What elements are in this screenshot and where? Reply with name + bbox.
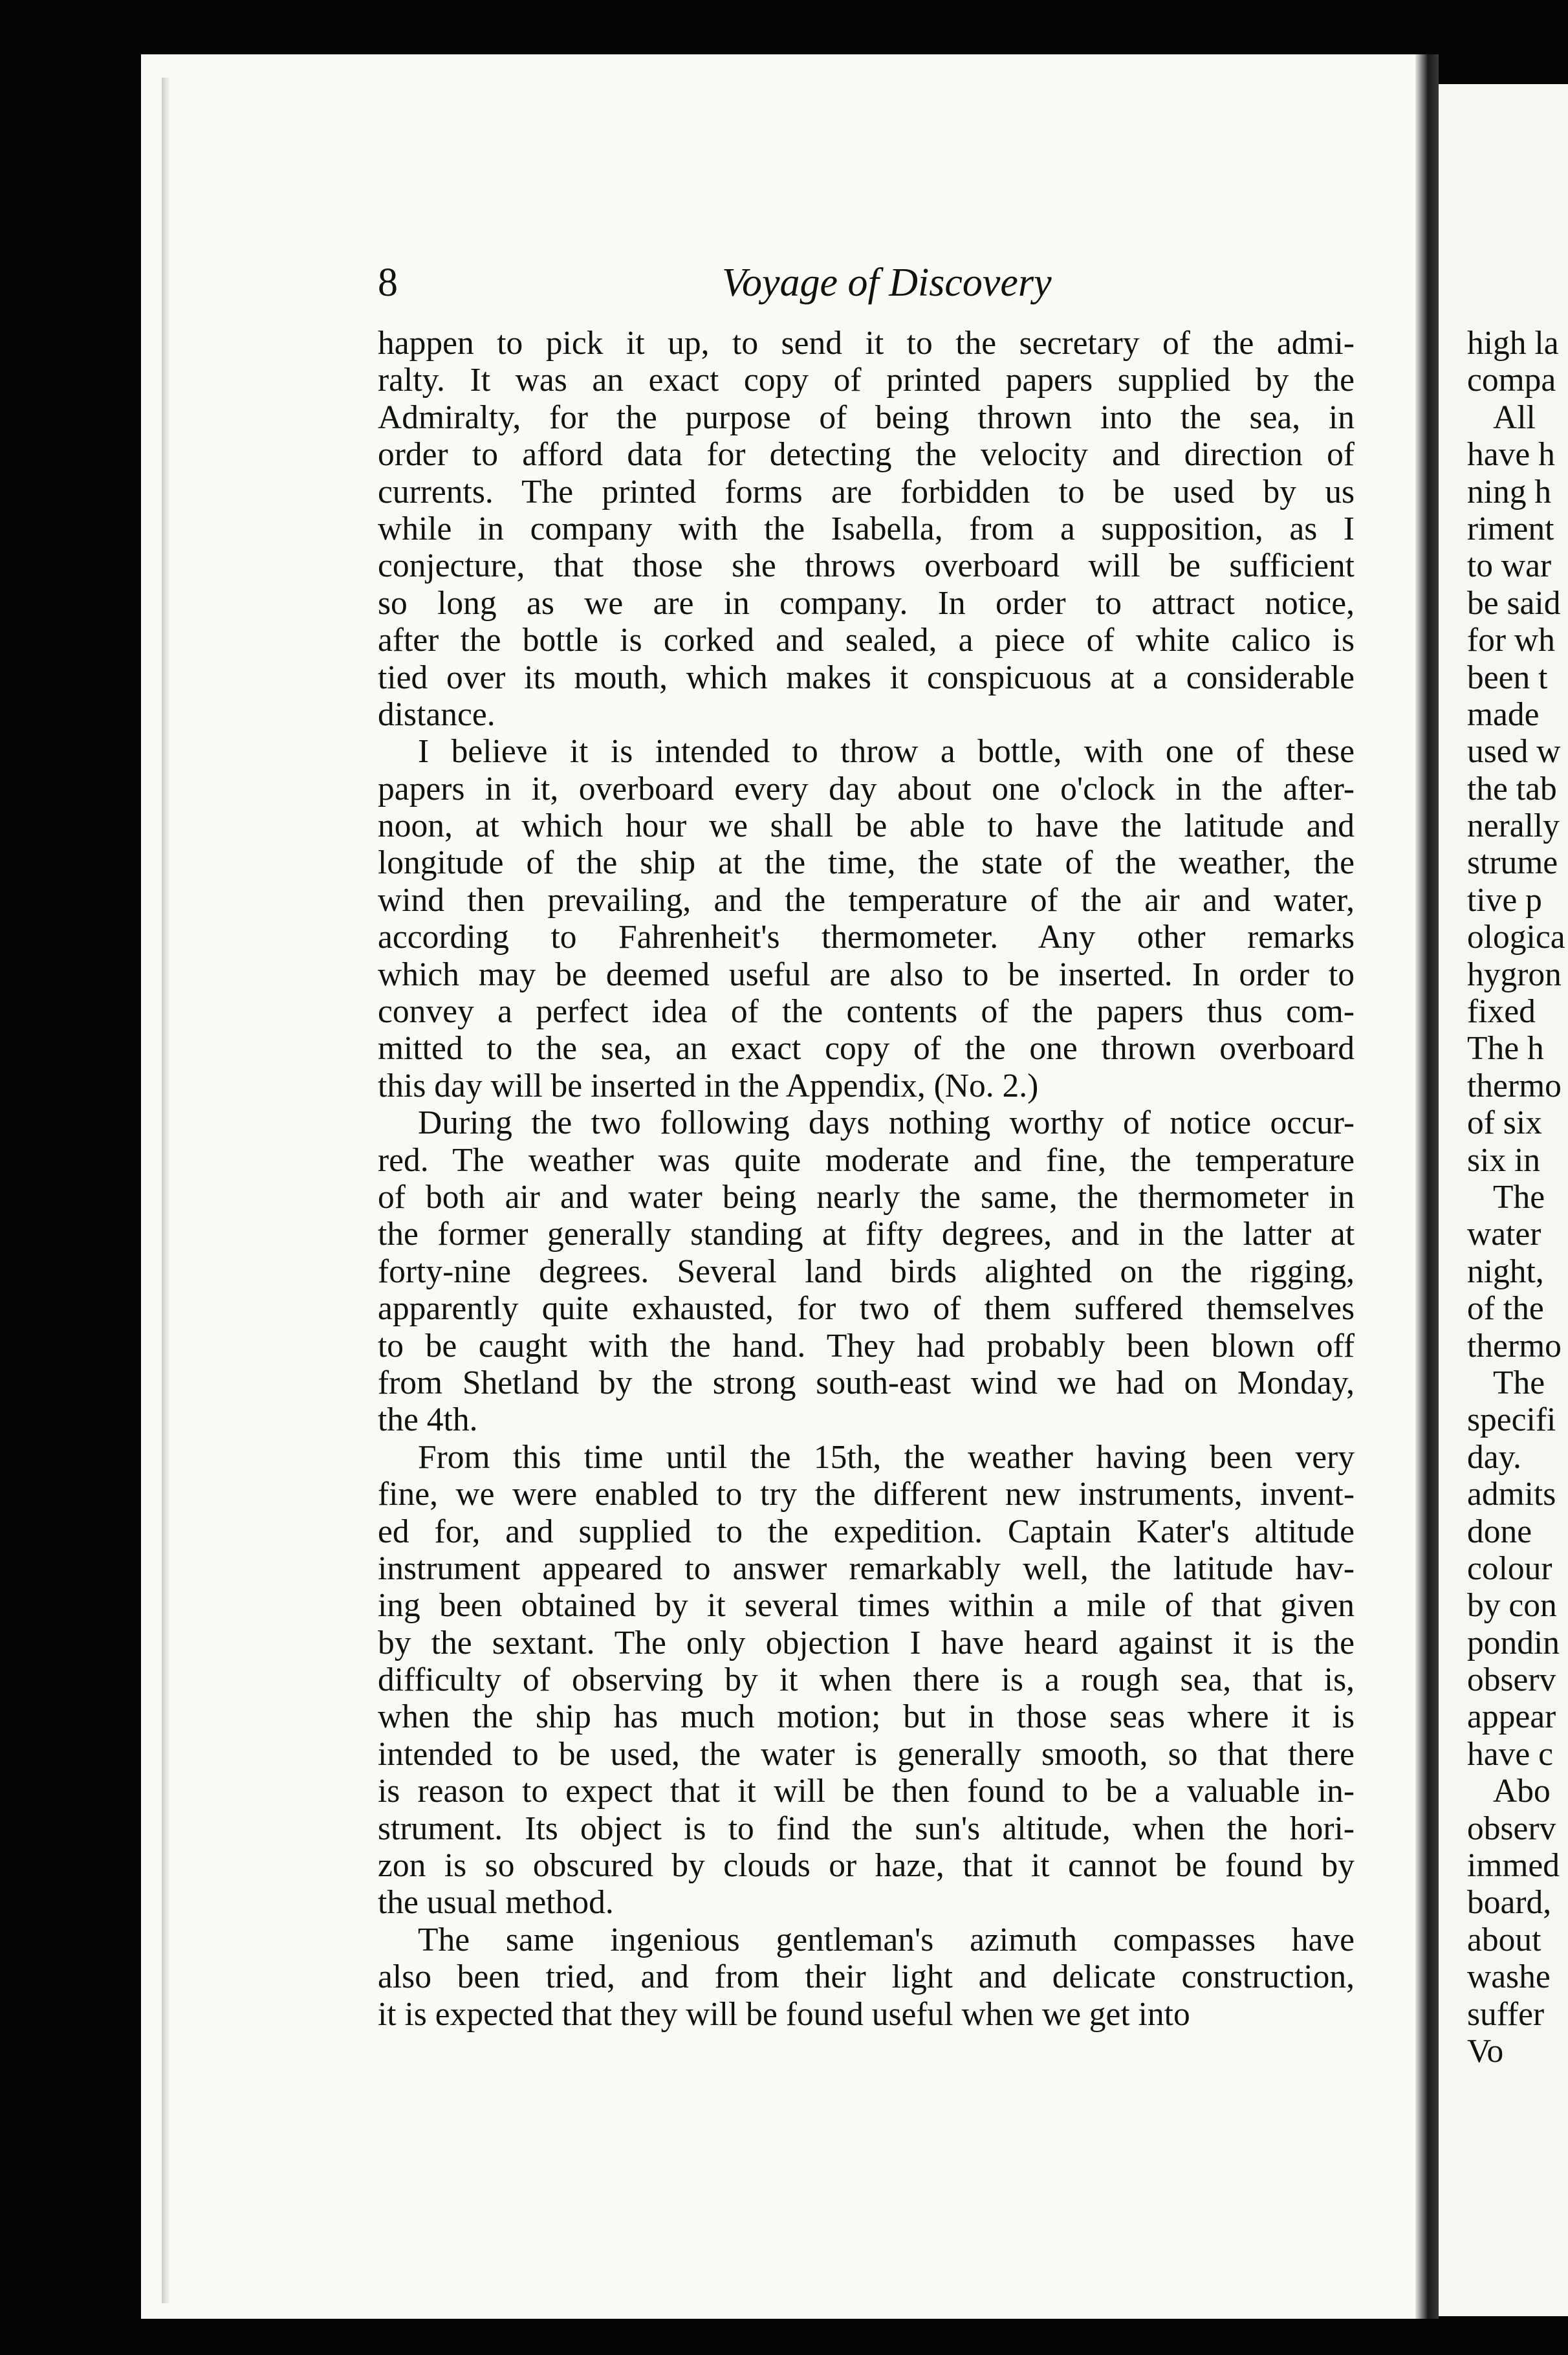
text-line: Admiralty, for the purpose of being thrown into the sea, in bbox=[378, 399, 1355, 436]
text-line: according to Fahrenheit's thermometer. Any other remarks bbox=[378, 919, 1355, 956]
right-page-line: fixed bbox=[1467, 993, 1536, 1031]
text-line: difficulty of observing by it when there is a rough sea, that is, bbox=[378, 1661, 1355, 1699]
text-line: happen to pick it up, to send it to the secretary of the admi- bbox=[378, 325, 1355, 362]
text-line: mitted to the sea, an exact copy of the one thrown overboard bbox=[378, 1030, 1355, 1068]
right-page-line: of six bbox=[1467, 1104, 1542, 1142]
text-line: wind then prevailing, and the temperature of the air and water, bbox=[378, 881, 1355, 919]
text-line: zon is so obscured by clouds or haze, that it cannot be found by bbox=[378, 1847, 1355, 1885]
text-line: so long as we are in company. In order to attract notice, bbox=[378, 584, 1355, 622]
text-line: by the sextant. The only objection I have heard against it is the bbox=[378, 1624, 1355, 1661]
text-line: currents. The printed forms are forbidden to be used by us bbox=[378, 473, 1355, 510]
text-line: while in company with the Isabella, from a supposition, as I bbox=[378, 510, 1355, 547]
right-page-line: The bbox=[1493, 1364, 1545, 1401]
right-page-line: admits bbox=[1467, 1476, 1556, 1513]
text-line: red. The weather was quite moderate and fine, the temperature bbox=[378, 1141, 1355, 1179]
right-page-line: riment bbox=[1467, 510, 1554, 547]
right-page-line: suffer bbox=[1467, 1995, 1545, 2033]
text-line: also been tried, and from their light and delicate construction, bbox=[378, 1958, 1355, 1996]
right-page-line: thermo bbox=[1467, 1067, 1562, 1104]
right-page-line: the tab bbox=[1467, 770, 1557, 807]
right-page-line: ning h bbox=[1467, 473, 1552, 510]
right-page-text bbox=[1467, 325, 1568, 2070]
text-line: intended to be used, the water is generally smooth, so that there bbox=[378, 1735, 1355, 1773]
right-page-line: six in bbox=[1467, 1141, 1541, 1179]
text-line: forty-nine degrees. Several land birds alighted on the rigging, bbox=[378, 1253, 1355, 1290]
text-line: of both air and water being nearly the same, the thermometer in bbox=[378, 1178, 1355, 1216]
right-page-line: observ bbox=[1467, 1661, 1556, 1699]
right-page-line: nerally bbox=[1467, 807, 1560, 845]
text-line: I believe it is intended to throw a bottle, with one of these bbox=[418, 733, 1355, 771]
text-line: it is expected that they will be found useful when we get into bbox=[378, 1995, 1190, 2033]
book-gutter bbox=[1415, 54, 1439, 2319]
right-page-line: made bbox=[1467, 696, 1540, 733]
right-page-line: by con bbox=[1467, 1587, 1557, 1625]
text-line: fine, we were enabled to try the different new instruments, invent- bbox=[378, 1476, 1355, 1513]
right-page-line: to war bbox=[1467, 547, 1552, 585]
text-line: is reason to expect that it will be then found to be a valuable in- bbox=[378, 1773, 1355, 1810]
right-page-line: tive p bbox=[1467, 881, 1542, 919]
text-line: The same ingenious gentleman's azimuth compasses have bbox=[418, 1921, 1355, 1958]
right-page-line: strume bbox=[1467, 844, 1558, 882]
text-line: convey a perfect idea of the contents of the papers thus com- bbox=[378, 993, 1355, 1031]
right-page-line: thermo bbox=[1467, 1327, 1562, 1364]
text-line: instrument appeared to answer remarkably well, the latitude hav- bbox=[378, 1550, 1355, 1587]
right-page-line: All bbox=[1493, 399, 1536, 436]
right-page-line: The bbox=[1493, 1178, 1545, 1216]
text-line: strument. Its object is to find the sun's altitude, when the hori- bbox=[378, 1810, 1355, 1847]
page-edge-shadow bbox=[162, 78, 169, 2303]
text-line: distance. bbox=[378, 696, 495, 733]
text-line: the usual method. bbox=[378, 1884, 614, 1922]
right-page-line: about bbox=[1467, 1921, 1541, 1958]
text-line: noon, at which hour we shall be able to have the latitude and bbox=[378, 807, 1355, 845]
right-page-line: been t bbox=[1467, 659, 1548, 696]
right-page-line: ologica bbox=[1467, 919, 1565, 956]
right-page-line: high la bbox=[1467, 325, 1559, 362]
right-page-line: night, bbox=[1467, 1253, 1544, 1290]
right-page-line: washe bbox=[1467, 1958, 1551, 1996]
text-line: tied over its mouth, which makes it conspicuous at a considerable bbox=[378, 659, 1355, 696]
right-page-line: The h bbox=[1467, 1030, 1544, 1068]
right-page-line: immed bbox=[1467, 1847, 1560, 1885]
text-line: apparently quite exhausted, for two of them suffered themselves bbox=[378, 1290, 1355, 1328]
right-page-line: be said bbox=[1467, 584, 1561, 622]
right-page-line: hygron bbox=[1467, 956, 1562, 993]
running-head: Voyage of Discovery bbox=[722, 261, 1052, 305]
right-page-line: day. bbox=[1467, 1438, 1521, 1476]
right-page-line: for wh bbox=[1467, 622, 1555, 659]
text-line: During the two following days nothing worthy of notice occur- bbox=[418, 1104, 1355, 1142]
right-page-line: have c bbox=[1467, 1735, 1553, 1773]
right-page-line: of the bbox=[1467, 1290, 1544, 1328]
text-line: from Shetland by the strong south-east wind we had on Monday, bbox=[378, 1364, 1355, 1401]
text-line: the 4th. bbox=[378, 1401, 478, 1439]
text-line: longitude of the ship at the time, the state of the weather, the bbox=[378, 844, 1355, 882]
right-page-line: board, bbox=[1467, 1884, 1552, 1922]
right-page-line: used w bbox=[1467, 733, 1561, 771]
text-line: this day will be inserted in the Appendix, (No. 2.) bbox=[378, 1067, 1039, 1104]
right-page-line: observ bbox=[1467, 1810, 1556, 1847]
right-page-line: specifi bbox=[1467, 1401, 1556, 1439]
text-line: when the ship has much motion; but in those seas where it is bbox=[378, 1698, 1355, 1736]
page-header bbox=[378, 254, 1348, 325]
right-page-line: done bbox=[1467, 1513, 1532, 1550]
text-line: which may be deemed useful are also to be inserted. In order to bbox=[378, 956, 1355, 993]
text-line: order to afford data for detecting the velocity and direction of bbox=[378, 436, 1355, 474]
text-line: papers in it, overboard every day about one o'clock in the after- bbox=[378, 770, 1355, 807]
text-line: ing been obtained by it several times within a mile of that given bbox=[378, 1587, 1355, 1625]
right-page-line: Vo bbox=[1467, 2032, 1504, 2070]
right-page-line: have h bbox=[1467, 436, 1555, 474]
text-line: From this time until the 15th, the weather having been very bbox=[418, 1438, 1355, 1476]
right-page-line: water bbox=[1467, 1216, 1541, 1253]
text-line: the former generally standing at fifty degrees, and in the latter at bbox=[378, 1216, 1355, 1253]
body-text bbox=[378, 325, 1355, 2033]
right-page-line: colour bbox=[1467, 1550, 1552, 1587]
right-page-line: pondin bbox=[1467, 1624, 1560, 1661]
text-line: conjecture, that those she throws overboard will be sufficient bbox=[378, 547, 1355, 585]
text-line: ralty. It was an exact copy of printed papers supplied by the bbox=[378, 362, 1355, 399]
text-line: after the bottle is corked and sealed, a piece of white calico is bbox=[378, 622, 1355, 659]
right-page-line: Abo bbox=[1493, 1773, 1551, 1810]
right-page-line: appear bbox=[1467, 1698, 1556, 1736]
text-line: to be caught with the hand. They had probably been blown off bbox=[378, 1327, 1355, 1364]
right-page-line: compa bbox=[1467, 362, 1556, 399]
page-number: 8 bbox=[378, 261, 398, 305]
text-line: ed for, and supplied to the expedition. Captain Kater's altitude bbox=[378, 1513, 1355, 1550]
